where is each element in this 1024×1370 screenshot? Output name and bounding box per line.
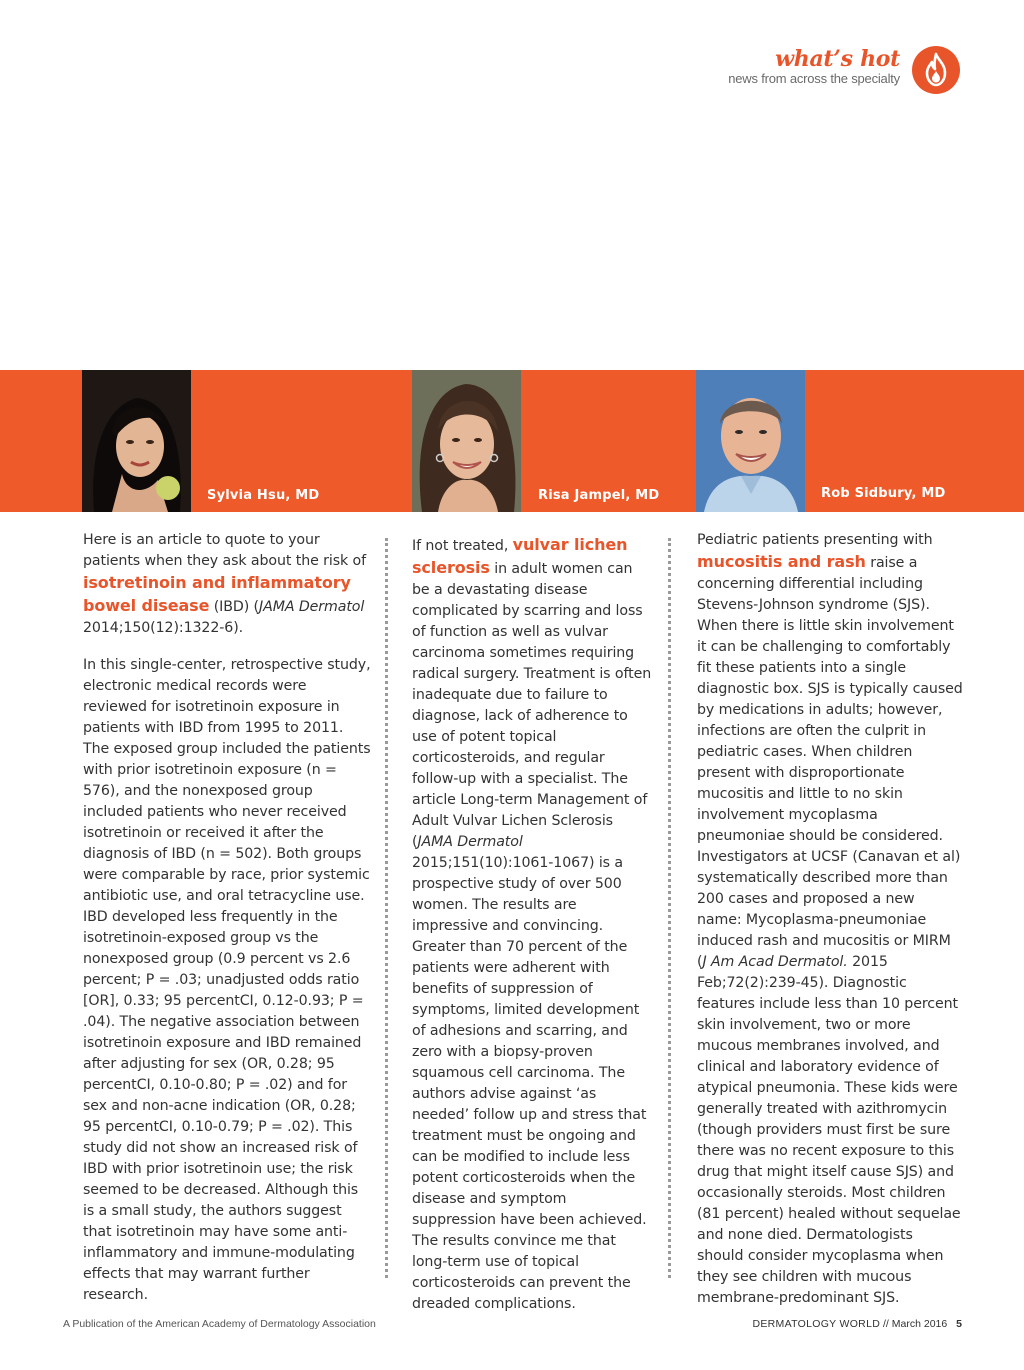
author-photo-jampel [412,370,521,512]
author-photo-sidbury [696,370,805,512]
col3-body-text: raise a concerning differential including Stevens-Johnson syndrome (SJS). When there is little skin involvement it can be challenging to comfortably fit these patients into a single diagnostic box. SJS is typically caused by medications in adults; however, infections are often the culprit in pediatric cases. When children present with disproportionate mucositis and little to no skin involvement mycoplasma pneumoniae should be considered. Investigators at UCSF (Canavan et al) systematically described more than 200 cases and proposed a new name: Mycoplasma-pneumoniae induced rash and mucositis or MIRM ( [697,555,963,970]
col3-intro-text: Pediatric patients presenting with [697,532,933,548]
section-title: what’s hot [775,46,900,72]
column-divider-2 [668,538,671,1278]
col3-journal: J Am Acad Dermatol. [702,954,848,970]
author-name-sidbury: Rob Sidbury, MD [821,486,946,501]
col3-body-text-2: 2015 Feb;72(2):239-45). Diagnostic features include less than 10 percent skin involvement, two or more mucous membranes involved, and clinical and laboratory evidence of atypical pneumonia. These kids were generally treated with azithromycin (though providers must first be sure there was no recent exposure to this drug that might itself cause SJS) and occasionally steroids. Most children (81 percent) healed without sequelae and none died. Dermatologists should consider mycoplasma when they see children with mucous membrane-predominant SJS. [697,954,961,1306]
footer-publisher: A Publication of the American Academy of Dermatology Association [63,1318,376,1330]
col1-intro-paragraph [83,530,373,639]
author-name-hsu: Sylvia Hsu, MD [207,488,320,503]
page-number: 5 [956,1318,962,1330]
col2-paragraph [412,534,652,1315]
col1-body-paragraph: In this single-center, retrospective study, electronic medical records were reviewed for isotretinoin exposure in patients with IBD from 1995 to 2011. The exposed group included the patients with prior isotretinoin exposure (n = 576), and the nonexposed group included patients who never received isotretinoin or received it after the diagnosis of IBD (n = 502). Both groups were comparable by race, prior systemic antibiotic use, and oral tetracycline use. IBD developed less frequently in the isotretinoin-exposed group vs the nonexposed group (0.9 percent vs 2.6 percent; P = .03; unadjusted odds ratio [OR], 0.33; 95 percentCI, 0.12-0.93; P = .04). The negative association between isotretinoin exposure and IBD remained after adjusting for sex (OR, 0.28; 95 percentCI, 0.10-0.80; P = .02) and for sex and non-acne indication (OR, 0.28; 95 percentCI, 0.10-0.79; P = .02). This study did not show an increased risk of IBD with prior isotretinoin use; the risk seemed to be decreased. Although this is a small study, the authors suggest that isotretinoin may have some anti-inflammatory and immune-modulating effects that may warrant further research. [83,657,371,1303]
col2-topic-highlight: vulvar lichen sclerosis [412,535,628,577]
col2-body-text: in adult women can be a devastating disease complicated by scarring and loss of function as well as vulvar carcinoma sometimes requiring radical surgery. Treatment is often inadequate due to failure to diagnose, lack of adherence to use of potent topical corticosteroids, and regular follow-up with a specialist. The article Long-term Management of Adult Vulvar Lichen Sclerosis ( [412,561,652,850]
section-subtitle: news from across the specialty [728,71,900,86]
section-header [728,46,900,86]
author-name-jampel: Risa Jampel, MD [538,488,660,503]
column-sidbury [697,530,963,1325]
col3-topic-highlight: mucositis and rash [697,552,866,571]
col1-intro-text-2: (IBD) ( [209,599,259,615]
col2-journal: JAMA Dermatol [417,834,523,850]
col1-topic-highlight: isotretinoin and inflammatory bowel disease [83,573,351,615]
col2-body-text-2: 2015;151(10):1061-1067) is a prospective study of over 500 women. The results are impressive and convincing. Greater than 70 percent of the patients were adherent with benefits of suppression of symptoms, limited development of adhesions and scarring, and zero with a biopsy-proven squamous cell carcinoma. The authors advise against ‘as needed’ follow up and stress that treatment must be ongoing and can be modified to include less potent corticosteroids when the disease and symptom suppression have been achieved. The results convince me that long-term use of topical corticosteroids can prevent the dreaded complications. [412,855,647,1312]
footer-issue [752,1318,962,1330]
col1-citation: 2014;150(12):1322-6). [83,620,244,636]
flame-icon [912,46,960,94]
footer-publication: DERMATOLOGY WORLD [752,1318,881,1330]
footer-date: March 2016 [891,1318,948,1330]
column-divider-1 [385,538,388,1278]
col2-intro-text: If not treated, [412,538,513,554]
author-photo-hsu [82,370,191,512]
column-hsu [83,530,373,1322]
footer-separator: // [883,1318,889,1330]
column-jampel [412,534,652,1331]
col3-paragraph [697,530,963,1309]
col1-journal: JAMA Dermatol [259,599,365,615]
col1-intro-text: Here is an article to quote to your patients when they ask about the risk of [83,532,367,569]
